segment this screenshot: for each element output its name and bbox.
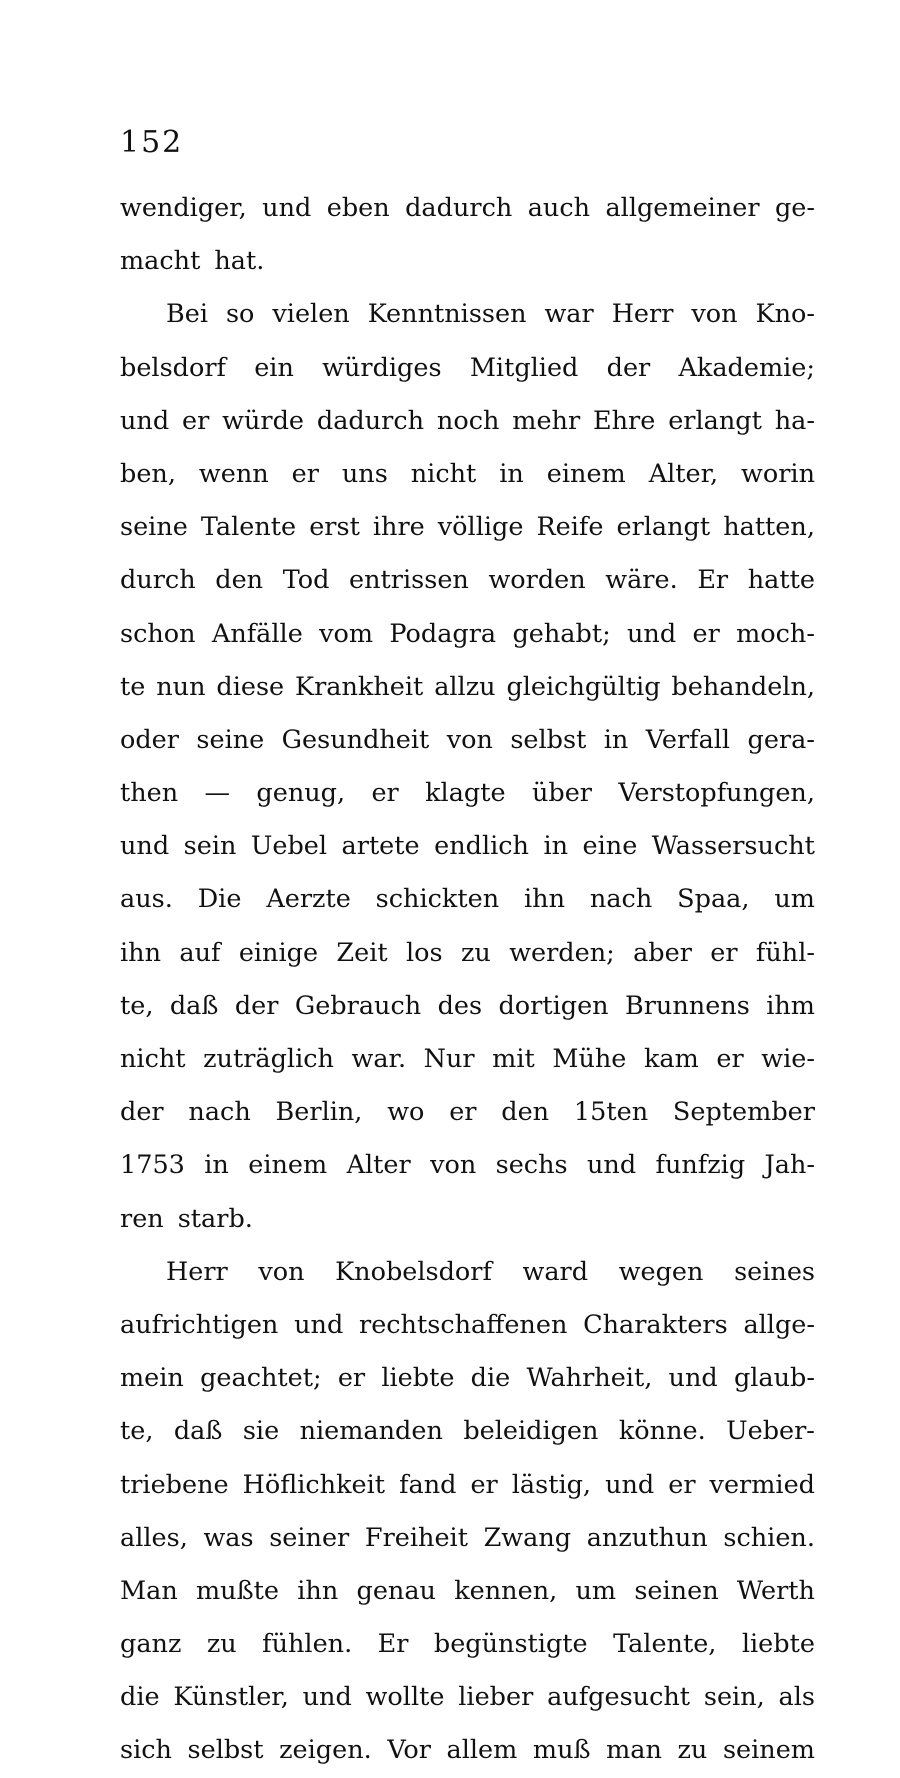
text-line <box>120 1405 815 1458</box>
word: ge- <box>774 193 815 223</box>
word: ganz <box>120 1629 182 1660</box>
word: zu <box>206 1629 237 1660</box>
word: ward <box>522 1256 589 1287</box>
word: nicht <box>120 1044 186 1074</box>
word: mußte <box>196 1575 279 1606</box>
word: Er <box>697 565 729 596</box>
word: sein, <box>703 1682 765 1713</box>
word: sie <box>242 1416 280 1447</box>
word: und <box>605 1469 655 1500</box>
word: und <box>294 1309 344 1340</box>
word: fühlen. <box>262 1629 353 1660</box>
word: genau <box>356 1575 436 1606</box>
word: wendiger, <box>120 193 247 223</box>
word: und <box>262 193 312 223</box>
word: die <box>120 1682 160 1713</box>
word: Künstler, <box>173 1682 289 1713</box>
text-line <box>120 661 815 714</box>
text-line <box>120 395 815 448</box>
word: er <box>716 1044 744 1074</box>
word: wegen <box>618 1256 704 1287</box>
word: zu <box>677 1735 708 1766</box>
text-line <box>120 448 815 501</box>
word: würdiges <box>322 352 442 383</box>
word: Zwang <box>483 1522 572 1553</box>
word: Ueber- <box>726 1416 815 1447</box>
word: als <box>778 1682 815 1713</box>
word: aufrichtigen <box>120 1309 279 1340</box>
word: seine <box>196 724 265 755</box>
word: gera- <box>747 724 815 755</box>
word: erlangt <box>668 405 762 436</box>
word: vermied <box>709 1469 815 1500</box>
word: seines <box>734 1256 815 1287</box>
word: aber <box>633 937 692 968</box>
word: kennen, <box>454 1575 558 1606</box>
word: er <box>710 937 738 968</box>
text-line <box>120 235 815 288</box>
word: Ehre <box>593 405 656 436</box>
text-line <box>120 342 815 395</box>
word: Alter, <box>648 458 719 489</box>
word: er <box>291 458 319 489</box>
word: te <box>120 671 146 702</box>
text-line <box>120 1033 815 1086</box>
word: ihre <box>372 512 425 543</box>
word: seinem <box>722 1735 815 1766</box>
word: man <box>606 1735 662 1766</box>
word: dadurch <box>316 405 425 436</box>
word: Tod <box>282 565 330 596</box>
text-line <box>120 1139 815 1192</box>
text-line <box>120 1193 815 1246</box>
word: Verstopfungen, <box>618 778 815 809</box>
word: Kno- <box>755 299 815 330</box>
word: Nur <box>423 1044 475 1074</box>
word: hatte <box>747 565 815 596</box>
word: er <box>371 778 399 809</box>
word: Berlin, <box>275 1097 363 1128</box>
word: Werth <box>736 1575 815 1606</box>
word: in <box>204 1150 229 1181</box>
word: mehr <box>512 405 581 436</box>
word: sich <box>120 1735 172 1766</box>
text-line <box>120 714 815 767</box>
word: liebte <box>741 1629 815 1660</box>
word: seiner <box>269 1522 350 1553</box>
text-line <box>120 927 815 980</box>
word: then <box>120 778 179 809</box>
word: Höflichkeit <box>242 1469 386 1500</box>
word: Gebrauch <box>294 990 422 1021</box>
word: von <box>430 1150 477 1181</box>
word: Verfall <box>645 724 731 755</box>
word: lästig, <box>511 1469 592 1500</box>
word: entrissen <box>349 565 469 596</box>
word: Charakters <box>583 1309 728 1340</box>
word: auch <box>527 193 591 223</box>
text-line <box>120 767 815 820</box>
word: und <box>668 1363 718 1394</box>
word: schien. <box>723 1522 815 1553</box>
word: wie- <box>761 1044 815 1074</box>
word: Kenntnissen <box>367 299 527 330</box>
word: war. <box>351 1044 407 1074</box>
word: und <box>120 831 170 862</box>
word: und <box>302 1682 352 1713</box>
word: nun <box>156 671 206 702</box>
word: den <box>501 1097 550 1128</box>
word: alles, <box>120 1522 188 1553</box>
word: Uebel <box>250 831 328 862</box>
text-line <box>120 1565 815 1618</box>
word: die <box>470 1363 511 1394</box>
word: vom <box>319 618 374 649</box>
word: Wahrheit, <box>526 1363 653 1394</box>
word: oder <box>120 724 179 755</box>
word: Aerzte <box>266 884 351 915</box>
word: glaub- <box>733 1363 815 1394</box>
word: schon <box>120 618 196 649</box>
word: und <box>586 1150 637 1181</box>
word: über <box>531 778 592 809</box>
word: einem <box>546 458 626 489</box>
word: mein <box>120 1363 184 1394</box>
word: muß <box>532 1735 591 1766</box>
word: Gesundheit <box>281 724 430 755</box>
word: Man <box>120 1575 178 1606</box>
word: seine <box>120 512 188 543</box>
word: liebte <box>381 1363 455 1394</box>
word: er <box>692 618 720 649</box>
word: so <box>225 299 255 330</box>
word: was <box>203 1522 254 1553</box>
word: und <box>120 405 170 436</box>
word: starb. <box>177 1203 253 1234</box>
word: auf <box>179 937 221 968</box>
text-line <box>120 873 815 926</box>
word: ben, <box>120 458 176 489</box>
word: Anfälle <box>211 618 303 649</box>
word: te, <box>120 990 154 1021</box>
word: gleichgültig <box>506 671 661 702</box>
word: Krankheit <box>295 671 424 702</box>
word: werden; <box>509 937 615 968</box>
word: Zeit <box>336 937 388 968</box>
text-line <box>120 1459 815 1512</box>
word: Knobelsdorf <box>335 1256 492 1287</box>
word: fühl- <box>755 937 815 968</box>
word: diese <box>216 671 285 702</box>
word: los <box>406 937 443 968</box>
text-line <box>120 1512 815 1565</box>
word: selbst <box>510 724 587 755</box>
word: uns <box>341 458 388 489</box>
word: würde <box>222 405 305 436</box>
text-line <box>120 608 815 661</box>
text-line <box>120 1671 815 1724</box>
word: Talente, <box>613 1629 717 1660</box>
word: ihn <box>297 1575 339 1606</box>
word: der <box>234 990 279 1021</box>
word: Bei <box>166 299 208 330</box>
page-number: 152 <box>120 125 184 160</box>
text-line <box>120 554 815 607</box>
word: durch <box>120 565 196 596</box>
word: September <box>672 1097 815 1128</box>
word: in <box>603 724 629 755</box>
word: Die <box>197 884 242 915</box>
word: Herr <box>166 1256 228 1287</box>
word: einem <box>248 1150 328 1181</box>
word: vielen <box>272 299 350 330</box>
word: daß <box>173 1416 223 1447</box>
word: allgemeiner <box>605 193 760 223</box>
word: des <box>437 990 483 1021</box>
word: Mühe <box>552 1044 627 1074</box>
word: er <box>337 1363 366 1394</box>
word: behandeln, <box>671 671 815 702</box>
word: er <box>182 405 210 436</box>
word: 1753 <box>120 1150 185 1181</box>
word: rechtschaffenen <box>359 1309 568 1340</box>
word: völlige <box>437 512 524 543</box>
word: genug, <box>256 778 346 809</box>
word: aufgesucht <box>547 1682 691 1713</box>
word: der <box>120 1097 164 1128</box>
word: seinen <box>634 1575 719 1606</box>
word: Freiheit <box>364 1522 468 1553</box>
word: er <box>668 1469 696 1500</box>
word: geachtet; <box>200 1363 322 1394</box>
word: lieber <box>458 1682 534 1713</box>
text-line <box>120 820 815 873</box>
word: Akademie; <box>678 352 815 383</box>
word: ein <box>254 352 294 383</box>
word: mit <box>492 1044 535 1074</box>
word: eine <box>582 831 638 862</box>
word: Vor <box>387 1735 431 1766</box>
word: um <box>575 1575 617 1606</box>
word: den <box>215 565 264 596</box>
word: wollte <box>365 1682 445 1713</box>
word: macht <box>120 246 201 277</box>
word: allzu <box>434 671 496 702</box>
text-line <box>120 1352 815 1405</box>
body-text <box>120 182 815 1778</box>
word: eben <box>326 193 390 223</box>
word: war <box>544 299 594 330</box>
word: noch <box>436 405 500 436</box>
word: allge- <box>743 1309 815 1340</box>
text-line <box>120 1246 815 1299</box>
word: zeigen. <box>279 1735 372 1766</box>
word: nach <box>589 884 653 915</box>
word: daß <box>169 990 219 1021</box>
word: Wassersucht <box>651 831 815 862</box>
word: Brunnens <box>625 990 750 1021</box>
word: und <box>627 618 677 649</box>
word: moch- <box>736 618 815 649</box>
word: niemanden <box>299 1416 443 1447</box>
text-line <box>120 182 815 235</box>
word: Jah- <box>764 1150 815 1181</box>
word: Er <box>377 1629 409 1660</box>
word: endlich <box>434 831 529 862</box>
word: von <box>691 299 738 330</box>
word: sein <box>183 831 237 862</box>
word: aus. <box>120 884 173 915</box>
word: beleidigen <box>463 1416 599 1447</box>
text-line <box>120 1299 815 1352</box>
word: nicht <box>410 458 477 489</box>
word: dadurch <box>405 193 513 223</box>
word: begünstigte <box>433 1629 588 1660</box>
word: ihn <box>524 884 566 915</box>
word: sechs <box>495 1150 568 1181</box>
word: zuträglich <box>203 1044 334 1074</box>
text-line <box>120 1086 815 1139</box>
text-line <box>120 288 815 341</box>
word: kam <box>643 1044 699 1074</box>
word: te, <box>120 1416 154 1447</box>
word: fand <box>399 1469 457 1500</box>
word: belsdorf <box>120 352 226 383</box>
text-line <box>120 1618 815 1671</box>
word: erlangt <box>616 512 711 543</box>
word: wo <box>387 1097 425 1128</box>
word: von <box>446 724 493 755</box>
word: anzuthun <box>586 1522 708 1553</box>
word: nach <box>188 1097 251 1128</box>
word: allem <box>446 1735 518 1766</box>
word: — <box>204 778 231 809</box>
word: um <box>774 884 815 915</box>
word: triebene <box>120 1469 229 1500</box>
word: einige <box>238 937 319 968</box>
word: in <box>543 831 569 862</box>
word: artete <box>341 831 420 862</box>
word: ren <box>120 1203 164 1234</box>
word: schickten <box>375 884 500 915</box>
word: Herr <box>611 299 674 330</box>
word: wäre. <box>605 565 678 596</box>
word: ihm <box>766 990 815 1021</box>
word: hatten, <box>723 512 815 543</box>
word: 15ten <box>573 1097 649 1128</box>
word: zu <box>460 937 491 968</box>
word: Talente <box>200 512 297 543</box>
word: Mitglied <box>469 352 579 383</box>
word: von <box>258 1256 305 1287</box>
word: worin <box>741 458 815 489</box>
word: hat. <box>214 246 265 277</box>
word: ha- <box>774 405 815 436</box>
word: könne. <box>618 1416 706 1447</box>
word: dortigen <box>498 990 609 1021</box>
word: in <box>499 458 524 489</box>
text-line <box>120 980 815 1033</box>
text-line <box>120 1724 815 1777</box>
word: klagte <box>425 778 506 809</box>
word: er <box>449 1097 477 1128</box>
word: Alter <box>346 1150 411 1181</box>
word: Reife <box>536 512 604 543</box>
word: ihn <box>120 937 162 968</box>
word: wenn <box>198 458 269 489</box>
word: selbst <box>187 1735 264 1766</box>
word: gehabt; <box>512 618 611 649</box>
word: erst <box>309 512 360 543</box>
text-line <box>120 501 815 554</box>
word: Spaa, <box>677 884 750 915</box>
word: der <box>606 352 651 383</box>
word: Podagra <box>389 618 497 649</box>
word: er <box>470 1469 498 1500</box>
word: funfzig <box>655 1150 746 1181</box>
word: worden <box>488 565 586 596</box>
